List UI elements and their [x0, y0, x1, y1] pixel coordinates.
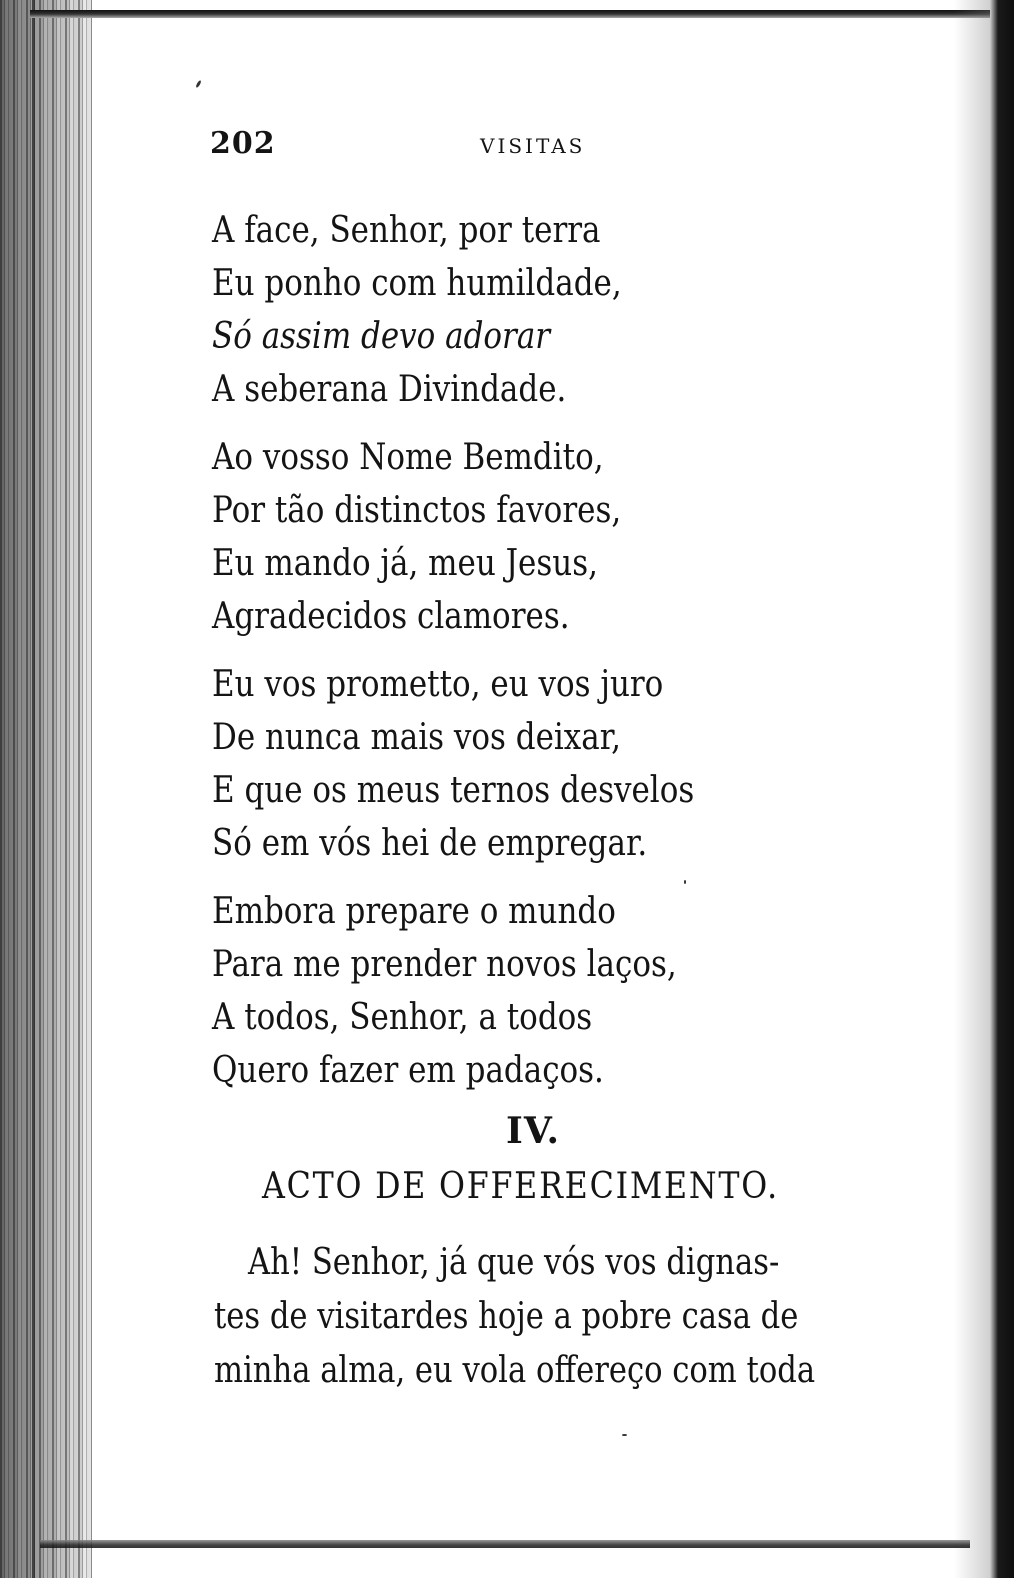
- stanza-4: [212, 885, 832, 1097]
- verse-line: A todos, Senhor, a todos: [212, 997, 593, 1038]
- running-head: [210, 126, 690, 162]
- section-number: IV.: [506, 1110, 561, 1152]
- page-edge-top: [30, 10, 990, 18]
- verse-line: Para me prender novos laços,: [212, 944, 677, 985]
- verse-line: Quero fazer em padaços.: [212, 1050, 604, 1091]
- stanza-2: [212, 431, 832, 643]
- verse-line: Por tão distinctos favores,: [212, 490, 622, 531]
- prose-line: minha alma, eu vola offereço com toda: [214, 1350, 816, 1391]
- verse-line: Eu vos prometto, eu vos juro: [212, 664, 664, 705]
- ink-speck: [684, 880, 686, 884]
- page-edge-left: [32, 0, 35, 1578]
- verse-line: Eu ponho com humildade,: [212, 263, 622, 304]
- verse-line: A seberana Divindade.: [212, 369, 567, 410]
- verse-line: A face, Senhor, por terra: [212, 210, 601, 251]
- prose-paragraph: [214, 1236, 974, 1398]
- verse-line: Ao vosso Nome Bemdito,: [212, 437, 604, 478]
- poem: [212, 204, 832, 1112]
- ink-speck: [195, 80, 202, 88]
- prose-line: tes de visitardes hoje a pobre casa de: [214, 1296, 799, 1337]
- verse-line: Embora prepare o mundo: [212, 891, 616, 932]
- verse-line: De nunca mais vos deixar,: [212, 717, 621, 758]
- verse-line-italic: Só assim devo adorar: [212, 316, 551, 357]
- stanza-1: [212, 204, 832, 416]
- verse-line: Agradecidos clamores.: [212, 596, 570, 637]
- binding-shadow: [0, 0, 92, 1578]
- section-title: ACTO DE OFFERECIMENTO.: [262, 1166, 779, 1207]
- running-title: VISITAS: [480, 134, 586, 158]
- verse-line: Só em vós hei de empregar.: [212, 823, 648, 864]
- stanza-3: [212, 658, 832, 870]
- ink-speck: [622, 1434, 627, 1436]
- verse-line: E que os meus ternos desvelos: [212, 770, 695, 811]
- verse-line: [212, 310, 745, 363]
- prose-line: Ah! Senhor, já que vós vos dignas-: [248, 1242, 780, 1283]
- page-number: 202: [210, 126, 276, 161]
- page-edge-bottom: [40, 1540, 970, 1548]
- verse-line: Eu mando já, meu Jesus,: [212, 543, 598, 584]
